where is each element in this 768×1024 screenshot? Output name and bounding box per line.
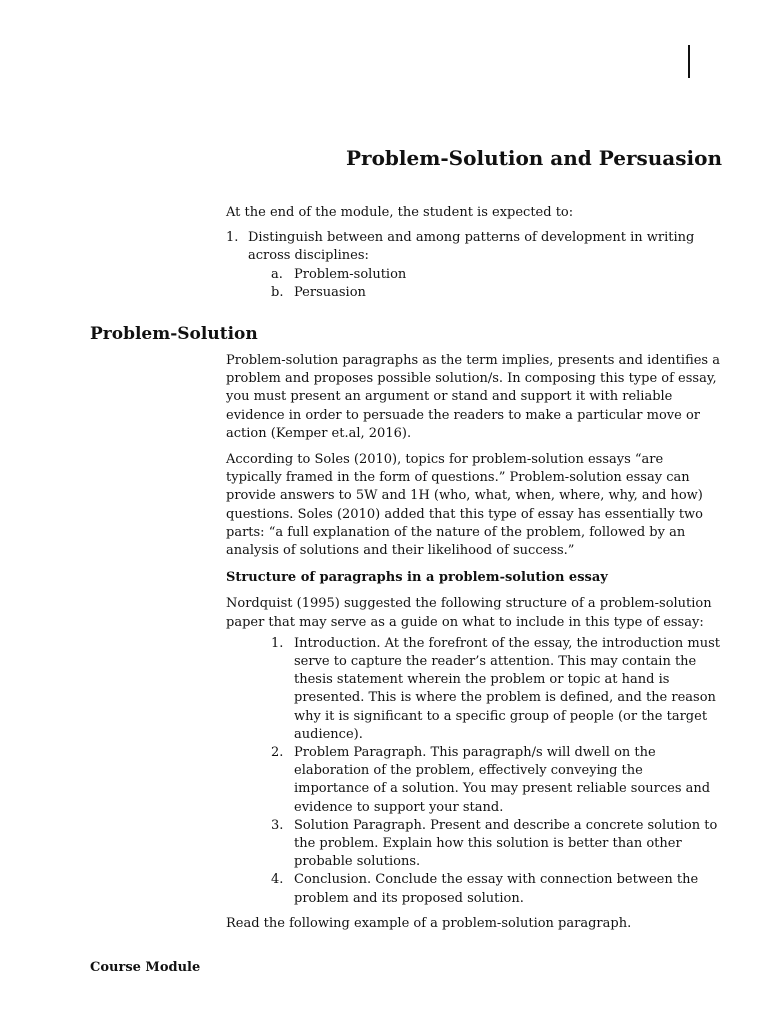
step-item	[271, 817, 722, 872]
step-item	[271, 744, 722, 817]
paragraph-nordquist: Nordquist (1995) suggested the following structure of a problem-solution paper that may serve as a guide on what to include in this type of essay:	[226, 596, 712, 630]
step-text: Introduction. At the forefront of the essay, the introduction must serve to capture the reader’s attention. This may contain the thesis statement wherein the problem or topic at hand is presented. This is where the problem is defined, and the reason why it is significant to a specific group of people (or the target audience).	[294, 635, 721, 742]
step-number: 2.	[271, 745, 284, 761]
subitem-text: Problem-solution	[294, 266, 407, 282]
step-text: Problem Paragraph. This paragraph/s will dwell on the elaboration of the problem, effectively conveying the importance of a solution. You may present reliable sources and evidence to support your stand.	[294, 745, 711, 815]
step-item	[271, 871, 722, 907]
structure-subheading: Structure of paragraphs in a problem-solution essay	[226, 570, 608, 586]
step-number: 1.	[271, 635, 284, 651]
objective-subitem	[271, 284, 722, 302]
step-text: Conclusion. Conclude the essay with connection between the problem and its proposed solution.	[294, 872, 699, 906]
objective-subitem	[271, 266, 722, 284]
objectives-block	[226, 204, 722, 302]
objective-item	[226, 229, 722, 302]
step-number: 3.	[271, 817, 284, 833]
section-body	[226, 352, 722, 933]
objective-text: Distinguish between and among patterns of development in writing across disciplines:	[248, 230, 695, 264]
section-heading: Problem-Solution	[90, 324, 258, 344]
subitem-text: Persuasion	[294, 284, 366, 300]
page-title: Problem-Solution and Persuasion	[346, 146, 722, 170]
step-item	[271, 635, 722, 744]
step-number: 4.	[271, 872, 284, 888]
step-text: Solution Paragraph. Present and describe a concrete solution to the problem. Explain how this solution is better than other probable solutions.	[294, 817, 718, 870]
header-divider	[688, 45, 690, 78]
paragraph-definition: Problem-solution paragraphs as the term implies, presents and identifies a problem and proposes possible solution/s. In composing this type of essay, you must present an argument or stand and support it with reliable evidence in order to persuade the readers to make a particular move or action (Kemper et.al, 2016).	[226, 353, 720, 441]
objective-sublist	[271, 266, 722, 302]
structure-steps-list	[226, 635, 722, 908]
subitem-letter: a.	[271, 266, 283, 282]
paragraph-soles: According to Soles (2010), topics for problem-solution essays “are typically framed in the form of questions.” Problem-solution essay can provide answers to 5W and 1H (who, what, when, where, why, and how) questions. Soles (2010) added that this type of essay has essentially two parts: “a full explanation of the nature of the problem, followed by an analysis of solutions and their likelihood of success.”	[226, 452, 704, 559]
objectives-list	[226, 229, 722, 302]
intro-text: At the end of the module, the student is expected to:	[226, 205, 574, 220]
closing-text: Read the following example of a problem-solution paragraph.	[226, 915, 632, 931]
footer-label: Course Module	[90, 960, 201, 975]
objective-number: 1.	[226, 230, 239, 246]
subitem-letter: b.	[271, 284, 284, 300]
